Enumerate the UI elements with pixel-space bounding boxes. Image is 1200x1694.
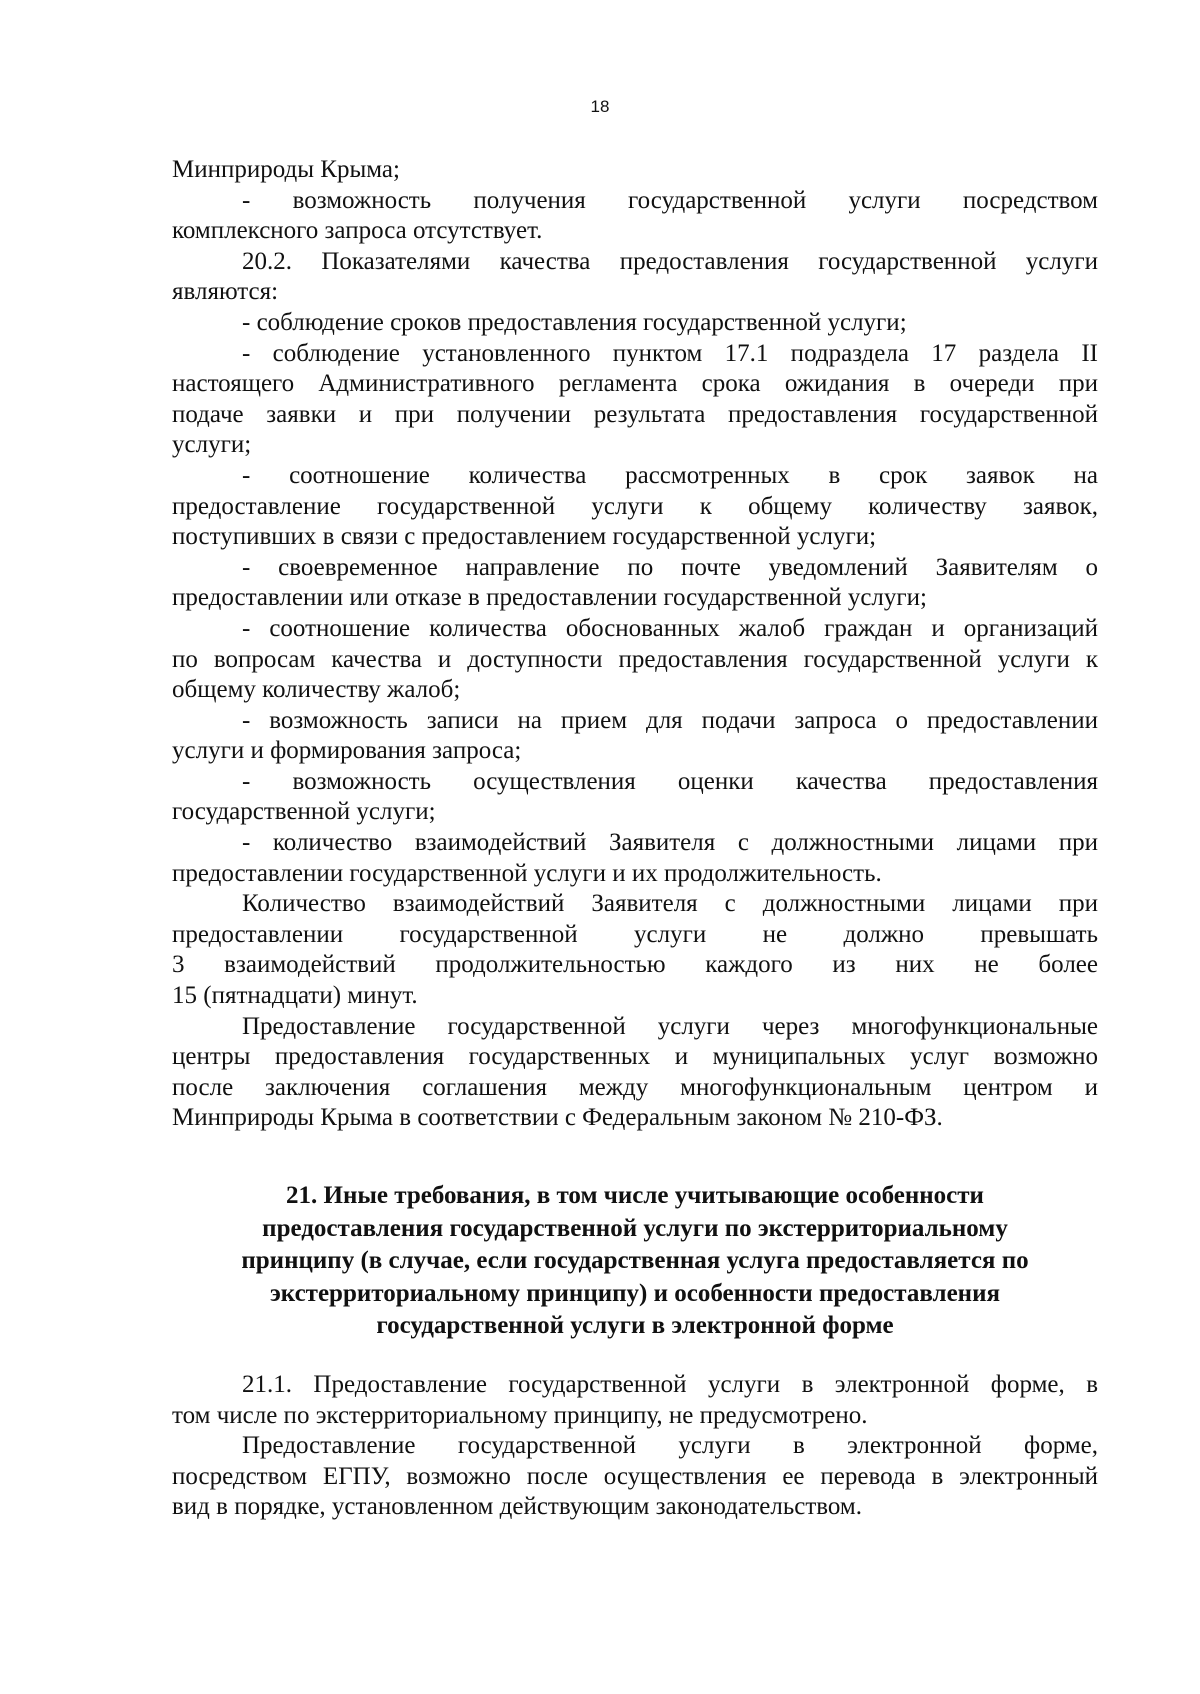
body-text-line: подаче заявки и при получении результата предоставления государственной	[172, 400, 1098, 428]
body-text-line: - соблюдение сроков предоставления государственной услуги;	[242, 308, 907, 336]
body-text-line: - соотношение количества обоснованных жалоб граждан и организаций	[242, 614, 1098, 642]
body-text-line: являются:	[172, 278, 279, 306]
body-text-line: 3 взаимодействий продолжительностью каждого из них не более	[172, 951, 1098, 979]
body-text-line: - соотношение количества рассмотренных в срок заявок на	[242, 461, 1098, 489]
body-text-line: поступивших в связи с предоставлением государственной услуги;	[172, 523, 877, 551]
body-text-line: Минприроды Крыма в соответствии с Федеральным законом № 210-ФЗ.	[172, 1104, 943, 1132]
section-heading-line: государственной услуги в электронной форме	[376, 1312, 894, 1340]
section-heading-line: 21. Иные требования, в том числе учитывающие особенности	[286, 1182, 984, 1209]
body-text-line: услуги и формирования запроса;	[172, 737, 522, 765]
main-text	[172, 155, 1098, 1134]
body-text-line: государственной услуги;	[172, 798, 436, 826]
body-text-line: общему количеству жалоб;	[172, 676, 461, 704]
body-text-line: комплексного запроса отсутствует.	[172, 217, 543, 245]
section-text-line: 21.1. Предоставление государственной услуги в электронной форме, в	[242, 1371, 1098, 1398]
body-text-line: по вопросам качества и доступности предоставления государственной услуги к	[172, 645, 1098, 673]
body-text-line: после заключения соглашения между многофункциональным центром и	[172, 1073, 1098, 1101]
section-heading-line: принципу (в случае, если государственная услуга предоставляется по	[241, 1247, 1029, 1275]
body-text-line: Предоставление государственной услуги через многофункциональные	[242, 1012, 1098, 1040]
body-text-line: Минприроды Крыма;	[172, 156, 400, 183]
section-text-line: посредством ЕГПУ, возможно после осуществления ее перевода в электронный	[172, 1462, 1098, 1490]
page-number: 18	[590, 97, 610, 116]
section-heading-line: экстерриториальному принципу) и особенности предоставления	[270, 1279, 1000, 1307]
body-text-line: - количество взаимодействий Заявителя с должностными лицами при	[242, 829, 1098, 857]
body-text-line: - возможность записи на прием для подачи запроса о предоставлении	[242, 706, 1098, 734]
body-text-line: центры предоставления государственных и муниципальных услуг возможно	[172, 1043, 1098, 1071]
body-text-line: - своевременное направление по почте уведомлений Заявителям о	[242, 553, 1098, 581]
body-text-line: настоящего Административного регламента срока ожидания в очереди при	[172, 370, 1098, 398]
body-text-line: Количество взаимодействий Заявителя с должностными лицами при	[242, 890, 1098, 918]
body-text-line: - возможность получения государственной услуги посредством	[242, 186, 1098, 214]
body-text-line: предоставление государственной услуги к общему количеству заявок,	[172, 492, 1098, 520]
body-text-line: услуги;	[172, 431, 252, 459]
section-text	[172, 1370, 1098, 1523]
body-text-line: - возможность осуществления оценки качества предоставления	[242, 767, 1098, 795]
body-text-line: - соблюдение установленного пунктом 17.1 подраздела 17 раздела II	[242, 339, 1098, 367]
section-text-line: вид в порядке, установленном действующим законодательством.	[172, 1493, 862, 1521]
body-text-line: 15 (пятнадцати) минут.	[172, 982, 418, 1010]
body-text-line: 20.2. Показателями качества предоставления государственной услуги	[242, 247, 1098, 275]
section-heading	[172, 1180, 1098, 1343]
section-heading-line: предоставления государственной услуги по экстерриториальному	[262, 1214, 1008, 1242]
section-text-line: Предоставление государственной услуги в электронной форме,	[242, 1432, 1098, 1460]
body-text-line: предоставлении государственной услуги не должно превышать	[172, 920, 1098, 948]
body-text-line: предоставлении государственной услуги и их продолжительность.	[172, 859, 882, 887]
body-text-line: предоставлении или отказе в предоставлении государственной услуги;	[172, 584, 927, 612]
section-text-line: том числе по экстерриториальному принципу, не предусмотрено.	[172, 1401, 868, 1429]
